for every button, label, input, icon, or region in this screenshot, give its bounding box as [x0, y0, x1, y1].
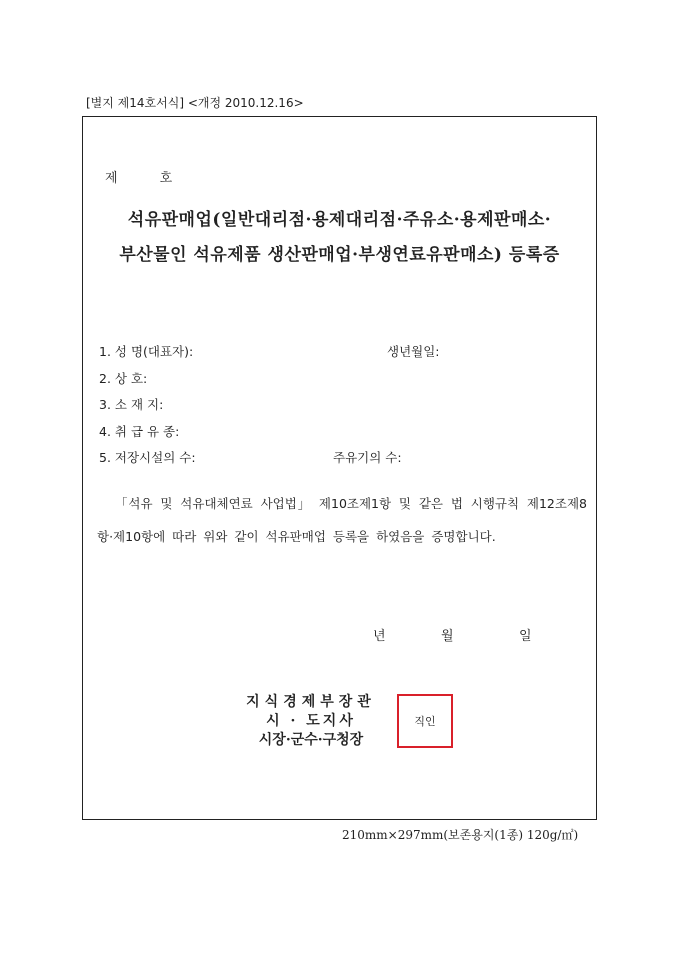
field-pump-count-label: 주유기의 수:: [333, 450, 402, 465]
field-list: [99, 339, 440, 472]
form-reference: [별지 제14호서식] <개정 2010.12.16>: [86, 96, 304, 110]
date-year: 년: [373, 629, 386, 644]
field-oil-type: [99, 419, 196, 446]
title-line-1: 석유판매업(일반대리점·용제대리점·주유소·용제판매소·: [127, 210, 552, 230]
field-trade-name-label: 2. 상 호:: [99, 370, 148, 386]
field-location: [99, 392, 196, 419]
paper-specification: 210mm×297mm(보존용지(1종) 120g/㎡): [342, 828, 579, 842]
date-day: 일: [519, 629, 532, 644]
statement-text: 「석유 및 석유대체연료 사업법」 제10조제1항 및 같은 법 시행규칙 제12조제8항·제10항에 따라 위와 같이 석유판매업 등록을 하였음을 증명합니다.: [97, 496, 587, 544]
certificate-number: [105, 167, 172, 186]
field-oil-type-label: 4. 취 급 유 종:: [99, 423, 180, 439]
cert-no-prefix: 제: [105, 171, 118, 186]
field-location-label: 3. 소 재 지:: [99, 397, 164, 412]
field-trade-name: [99, 366, 196, 393]
certificate-title: [93, 203, 586, 273]
official-seal-box: [397, 694, 453, 748]
certification-statement: [97, 487, 587, 553]
date-month: 월: [441, 629, 454, 644]
issuer-line-2: 시 · 도지사: [266, 713, 356, 729]
field-birthdate-label: 생년월일:: [387, 344, 440, 359]
cert-no-suffix: 호: [159, 171, 173, 186]
field-name-label: 1. 성 명(대표자):: [99, 344, 194, 359]
issuing-authority: [233, 693, 389, 750]
field-name: [99, 339, 440, 366]
issuer-line-3: 시장·군수·구청장: [258, 732, 364, 748]
seal-label: 직인: [414, 715, 436, 728]
field-storage: [99, 445, 402, 472]
title-line-2: 부산물인 석유제품 생산판매업·부생연료유판매소) 등록증: [119, 245, 560, 265]
certificate-frame: [82, 116, 597, 820]
issuer-line-1: 지식경제부장관: [246, 694, 376, 710]
field-storage-label: 5. 저장시설의 수:: [99, 450, 196, 465]
